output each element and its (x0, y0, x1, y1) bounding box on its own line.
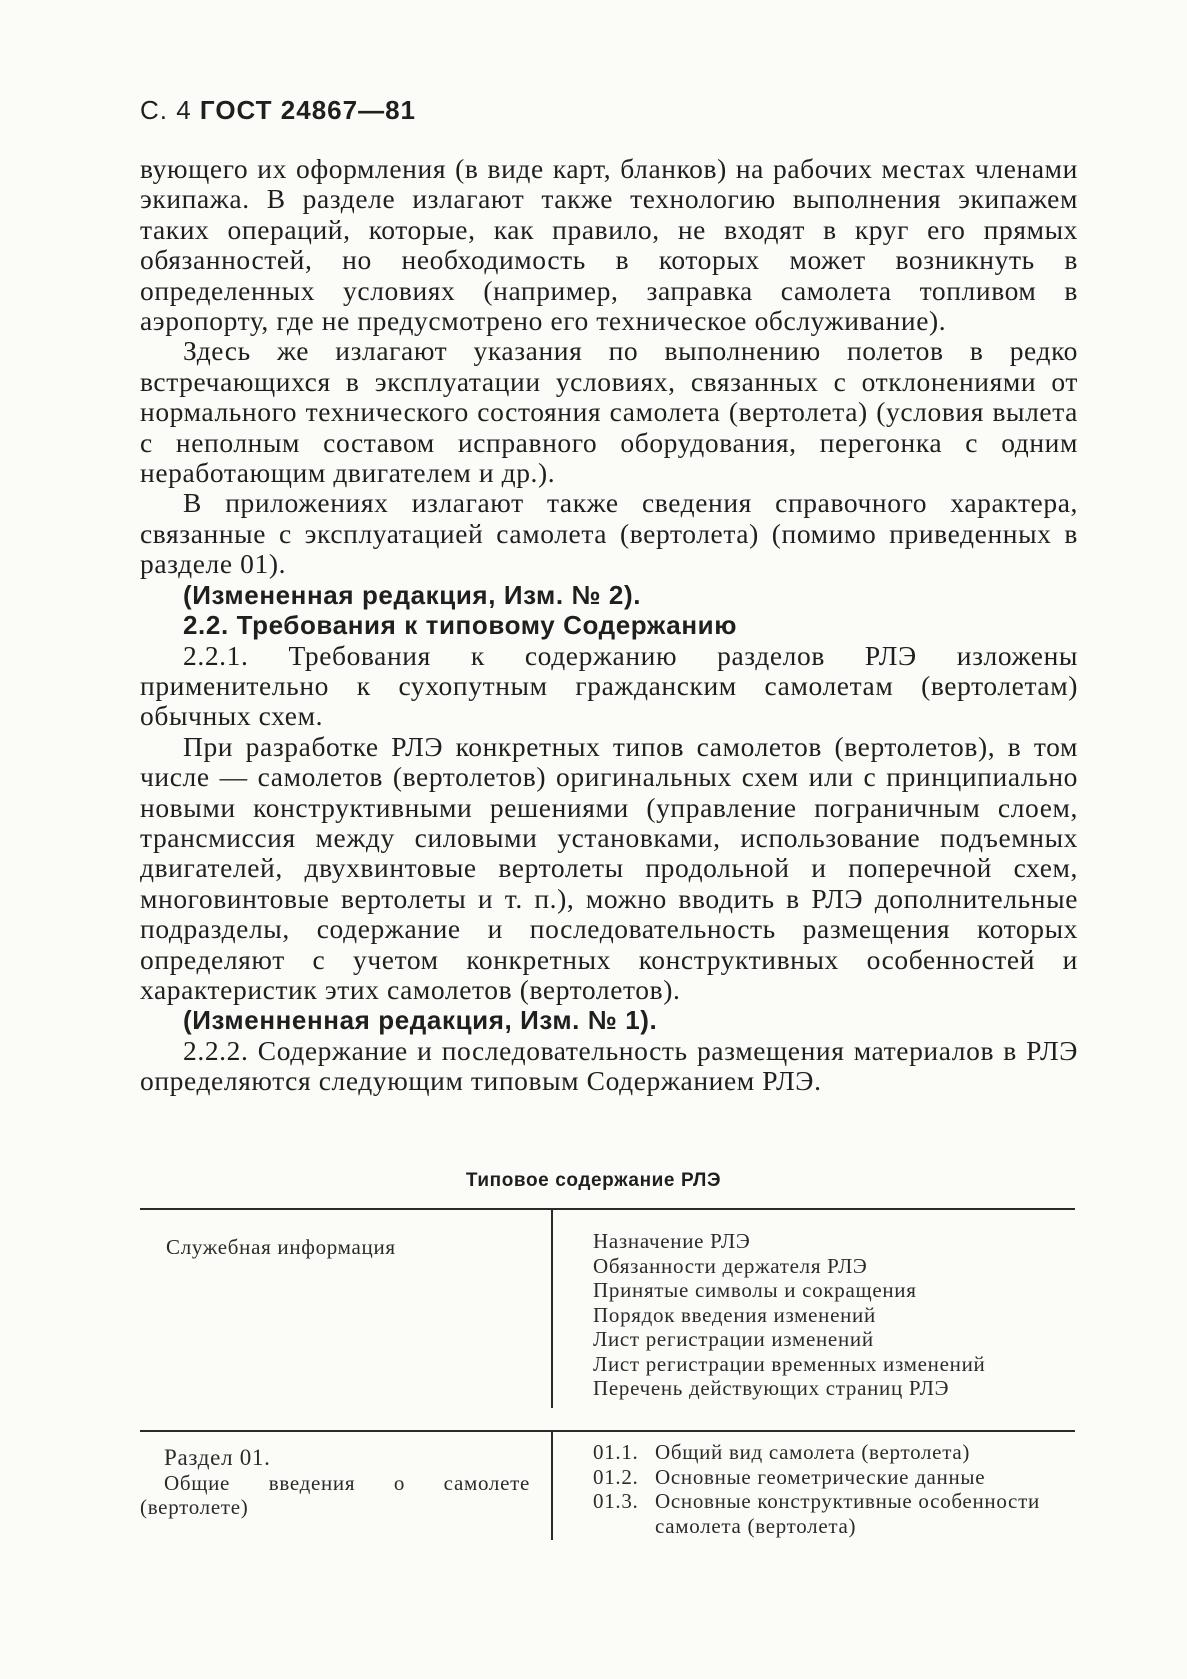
list-item (593, 1278, 1075, 1303)
table-column-divider (551, 1432, 553, 1540)
section-title: Общие введения о самолете (вертолете) (140, 1470, 530, 1519)
table-middle-rule (140, 1430, 1075, 1432)
table-cell-right (593, 1229, 1075, 1401)
item-number: 01.1. (593, 1440, 639, 1464)
paragraph: 2.2.2. Содержание и последовательность размещения материалов в РЛЭ определяются следующим типовым Содержанием РЛЭ. (140, 1034, 1078, 1097)
table-title: Типовое содержание РЛЭ (465, 1170, 722, 1191)
list-item (593, 1352, 1075, 1377)
table-cell-left (166, 1235, 526, 1260)
paragraph: При разработке РЛЭ конкретных типов самолетов (вертолетов), в том числе — самолетов (вертолетов) оригинальных схем или с принципиально новыми конструктивными решениями (управление пограничным слоем, трансмиссия между силовыми установками, использование подъемных двигателей, двухвинтовые вертолеты продольной и поперечной схем, многовинтовые вертолеты и т. п.), можно вводить в РЛЭ дополнительные подразделы, содержание и последовательность размещения которых определяют с учетом конкретных конструктивных особенностей и характеристик этих самолетов (вертолетов). (140, 730, 1078, 1005)
list-item (593, 1303, 1075, 1328)
table-cell-right (593, 1440, 1075, 1538)
paragraph: В приложениях излагают также сведения справочного характера, связанные с эксплуатацией самолета (вертолета) (помимо приведенных в разделе 01). (140, 487, 1078, 580)
section-label: Раздел 01. (164, 1445, 271, 1470)
list-item (593, 1465, 1075, 1490)
amendment-note: (Изменненная редакция, Изм. № 1). (183, 1005, 658, 1036)
list-item (593, 1254, 1075, 1279)
paragraph: Здесь же излагают указания по выполнению полетов в редко встречающихся в эксплуатации условиях, связанных с отклонениями от нормального технического состояния самолета (вертолета) (условия вылета с неполным составом исправного оборудования, перегонка с одним неработающим двигателем и др.). (140, 335, 1078, 489)
paragraph: 2.2.1. Требования к содержанию разделов РЛЭ изложены применительно к сухопутным гражданским самолетам (вертолетам) обычных схем. (140, 639, 1078, 732)
item-number: 01.3. (593, 1489, 639, 1513)
amendment-note: (Измененная редакция, Изм. № 2). (183, 579, 642, 610)
list-item-text: Лист регистрации временных изменений (593, 1351, 986, 1376)
list-item (593, 1229, 1075, 1254)
list-item-text: Основные конструктивные особенности самолета (вертолета) (655, 1489, 1040, 1538)
page-header (140, 95, 416, 126)
body-text (140, 154, 1078, 1097)
list-item-text: Порядок введения изменений (593, 1302, 876, 1327)
table-column-divider (551, 1210, 553, 1408)
list-item (593, 1489, 1075, 1538)
table-cell-text: Служебная информация (166, 1235, 396, 1259)
list-item (593, 1327, 1075, 1352)
section-heading: 2.2. Требования к типовому Содержанию (183, 610, 738, 641)
list-item (593, 1440, 1075, 1465)
list-item-text: Перечень действующих страниц РЛЭ (593, 1376, 950, 1400)
item-number: 01.2. (593, 1464, 639, 1489)
standard-designation: ГОСТ 24867—81 (199, 95, 416, 125)
table-top-rule (140, 1208, 1075, 1210)
list-item-text: Основные геометрические данные (655, 1464, 986, 1489)
paragraph: вующего их оформления (в виде карт, бланков) на рабочих местах членами экипажа. В разделе излагают также технологию выполнения экипажем таких операций, которые, как правило, не входят в круг его прямых обязанностей, но необходимость в которых может возникнуть в определенных условиях (например, заправка самолета топливом в аэропорту, где не предусмотрено его техническое обслуживание). (140, 153, 1078, 337)
list-item-text: Назначение РЛЭ (593, 1229, 751, 1253)
list-item (593, 1376, 1075, 1401)
list-item-text: Принятые символы и сокращения (593, 1278, 917, 1302)
list-item-text: Лист регистрации изменений (593, 1327, 874, 1351)
page-number: С. 4 (140, 95, 192, 125)
list-item-text: Общий вид самолета (вертолета) (655, 1440, 971, 1464)
list-item-text: Обязанности держателя РЛЭ (593, 1253, 868, 1278)
table-cell-left (140, 1446, 530, 1520)
